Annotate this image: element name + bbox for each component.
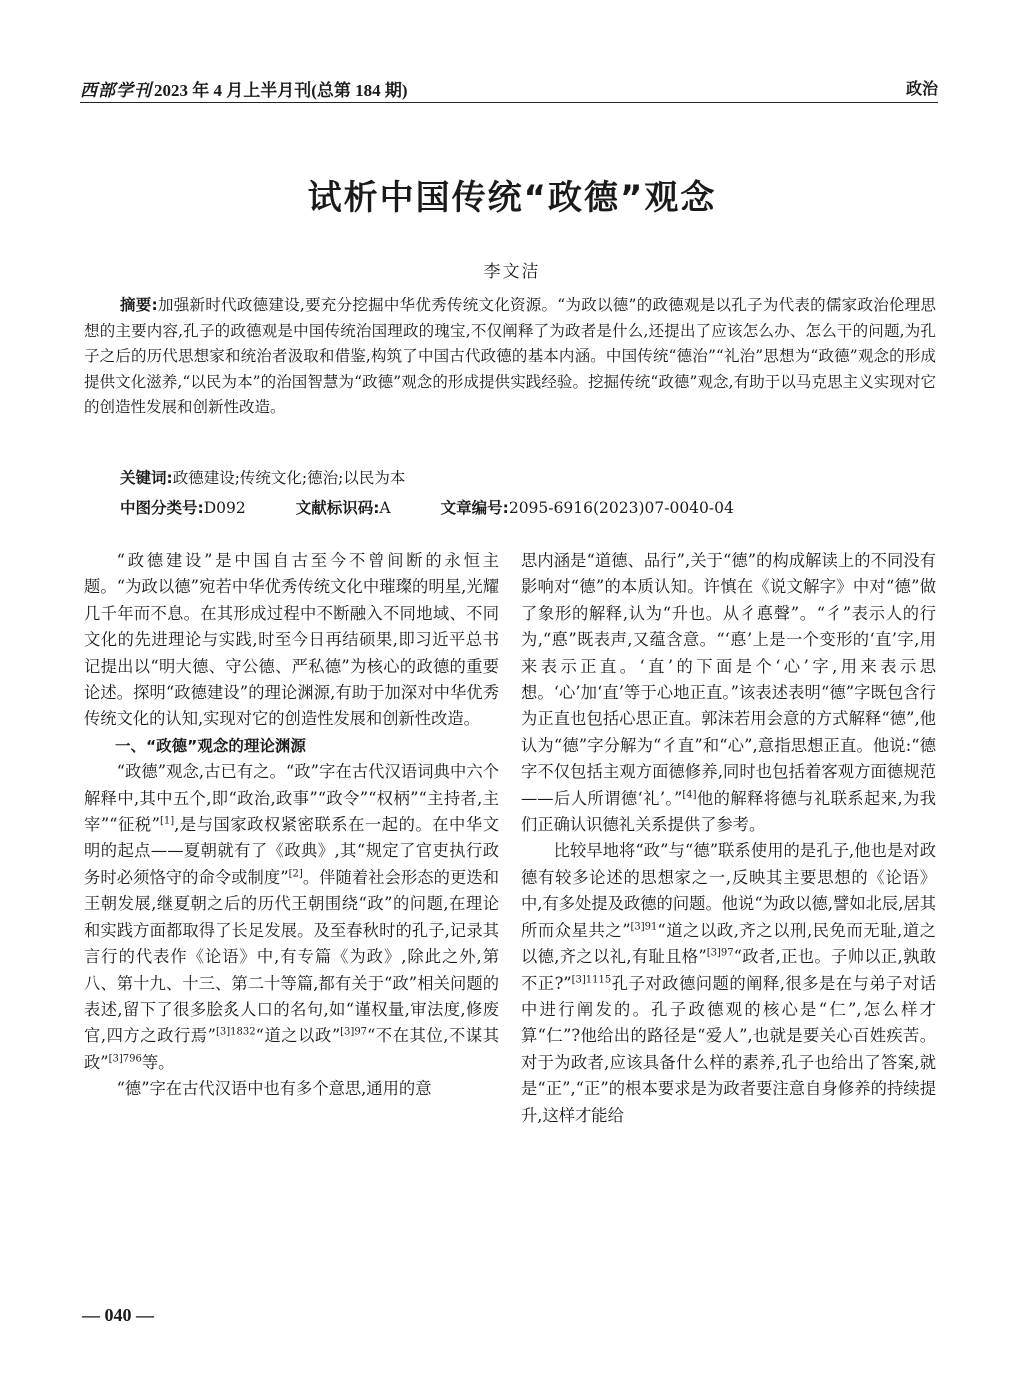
clc-value: D092	[203, 499, 246, 517]
text-run: 比较早地将“政”与“德”联系使用的是孔子,他也是对政德有较多论述的思想家之一,反映其主要思想的《论语》中,有多处提及政德的问题。他说“为政以德,譬如北辰,居其所而众星共之”	[521, 841, 936, 940]
article-number-label: 文章编号:	[440, 499, 509, 517]
abstract-label: 摘要:	[120, 296, 158, 314]
abstract-text: 加强新时代政德建设,要充分挖掘中华优秀传统文化资源。“为政以德”的政德观是以孔子为代表的儒家政治伦理思想的主要内容,孔子的政德观是中国传统治国理政的瑰宝,不仅阐释了为政者是什么,还提出了应该怎么办、怎么干的问题,为孔子之后的历代思想家和统治者汲取和借鉴,构筑了中国古代政德的基本内涵。中国传统“德治”“礼治”思想为“政德”观念的形成提供文化滋养,“以民为本”的治国智慧为“政德”观念的形成提供实践经验。挖掘传统“政德”观念,有助于以马克思主义实现对它的创造性发展和创新性改造。	[84, 296, 936, 417]
citation: [3]1832	[215, 1026, 256, 1038]
citation: [3]1115	[571, 974, 612, 986]
citation: [3]796	[108, 1053, 142, 1065]
citation: [1]	[159, 815, 175, 827]
doc-code-value: A	[379, 499, 391, 517]
text-run: 。伴随着社会形态的更迭和王朝发展,继夏朝之后的历代王朝围绕“政”的问题,在理论和实践方面都取得了长足发展。及至春秋时的孔子,记录其言行的代表作《论语》中,有专篇《为政》,除此之外,第八、第十九、十三、第二十等篇,都有关于“政”相关问题的表述,留下了很多脍炙人口的名句,如“谨权量,审法度,修废官,四方之政行焉”	[84, 867, 499, 1046]
text-run: “道之以政,齐之以刑,民免而无耻,道之以德,齐之以礼,有耻且格”	[521, 920, 936, 967]
page-number: — 040 —	[82, 1305, 154, 1325]
paragraph: “德”字在古代汉语中也有多个意思,通用的意	[116, 1079, 432, 1099]
text-run: “道之以政”	[255, 1026, 341, 1046]
right-column	[521, 548, 936, 1129]
text-run: “政者,正也。子帅以正,孰敢不正?”	[521, 947, 936, 993]
text-run: 思内涵是“道德、品行”,关于“德”的构成解读上的不同没有影响对“德”的本质认知。许慎在《说文解字》中对“德”做了象形的解释,认为“升也。从彳悳聲”。“彳”表示人的行为,“悳”既表声,又蕴含意。“‘悳’上是一个变形的‘直’字,用来表示正直。‘直’的下面是个‘心’字,用来表示思想。‘心’加‘直’等于心地正直。”该表述表明“德”字既包含行为正直也包括心思正直。郭沫若用会意的方式解释“德”,他认为“德”字分解为“彳直”和“心”,意指思想正直。他说:“德字不仅包括主观方面德修养,同时也包括着客观方面德规范——后人所谓德‘礼’。”	[521, 551, 936, 808]
section-name: 政治	[905, 79, 938, 98]
text-run: 孔子对政德问题的阐释,很多是在与弟子对话中进行阐发的。孔子政德观的核心是“仁”,怎么样才算“仁”?他给出的路径是“爱人”,也就是要关心百姓疾苦。对于为政者,应该具备什么样的素养,孔子也给出了答案,就是“正”,“正”的根本要求是为政者要注意自身修养的持续提升,这样才能给	[521, 973, 936, 1125]
doc-code-label: 文献标识码:	[295, 499, 380, 517]
paragraph	[521, 838, 936, 1128]
citation: [4]	[682, 789, 697, 801]
article-number-value: 2095-6916(2023)07-0040-04	[508, 499, 734, 517]
keywords	[120, 466, 940, 490]
left-column	[84, 548, 499, 1103]
paragraph: “政德建设”是中国自古至今不曾间断的永恒主题。“为政以德”宛若中华优秀传统文化中璀璨的明星,光耀几千年而不息。在其形成过程中不断融入不同地域、不同文化的先进理论与实践,时至今日再结硕果,即习近平总书记提出以“明大德、守公德、严私德”为核心的政德的重要论述。探明“政德建设”的理论渊源,有助于加深对中华优秀传统文化的认知,实现对它的创造性发展和创新性改造。	[84, 551, 499, 729]
keywords-label: 关键词:	[120, 469, 173, 487]
journal-issue-line	[80, 76, 408, 101]
citation: [3]97	[340, 1026, 368, 1038]
section-heading: 一、“政德”观念的理论渊源	[115, 736, 306, 755]
clc-label: 中图分类号:	[120, 499, 204, 517]
article-title: 试析中国传统“政德”观念	[307, 178, 717, 218]
text-run: 他的解释将德与礼联系起来,为我们正确认识德礼关系提供了参考。	[521, 788, 936, 835]
citation: [2]	[288, 868, 303, 880]
text-run: “政德”观念,古已有之。“政”字在古代汉语词典中六个解释中,其中五个,即“政治,政事”“政令”“权柄”“主持者,主宰”“征税”	[84, 762, 499, 835]
abstract	[84, 293, 936, 421]
author-name: 李文洁	[483, 262, 541, 282]
text-run: ,是与国家政权紧密联系在一起的。在中华文明的起点——夏朝就有了《政典》,其“规定了官吏执行政务时必须恪守的命令或制度”	[84, 815, 499, 887]
journal-logo: 西部学刊	[80, 81, 152, 100]
paragraph	[84, 759, 499, 1076]
paragraph	[521, 548, 936, 838]
text-run: 等。	[141, 1052, 175, 1072]
text-run: “不在其位,不谋其政”	[84, 1026, 499, 1072]
citation: [3]97	[706, 947, 734, 959]
keywords-text: 政德建设;传统文化;德治;以民为本	[172, 469, 406, 487]
classification-line	[120, 496, 940, 520]
issue-info: 2023 年 4 月上半月刊(总第 184 期)	[154, 81, 408, 100]
running-header	[80, 70, 938, 103]
citation: [3]91	[630, 921, 658, 933]
